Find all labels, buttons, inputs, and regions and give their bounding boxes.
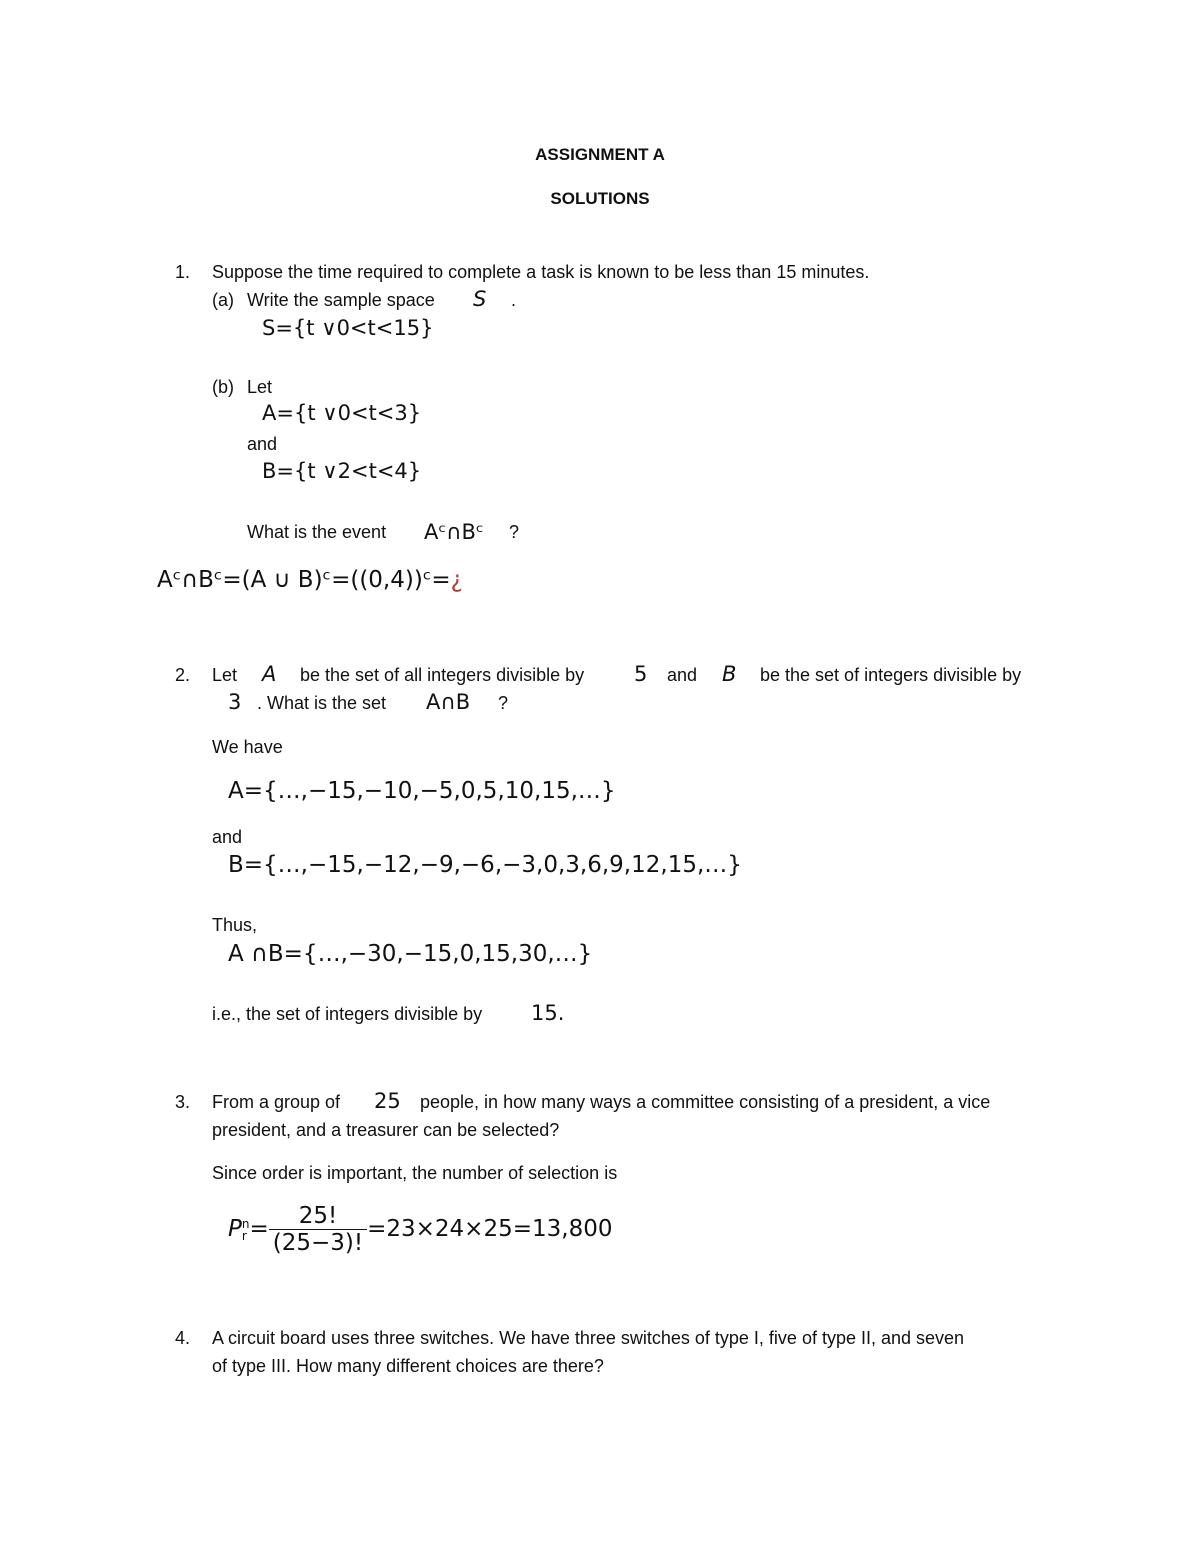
q2-set-a: A={…,−15,−10,−5,0,5,10,15,…} bbox=[228, 778, 616, 804]
q1b-text: Let bbox=[247, 377, 273, 397]
q2-three: 3 bbox=[228, 690, 242, 714]
q1b-and: and bbox=[247, 434, 278, 454]
q1a-symbol: S bbox=[473, 287, 487, 311]
q1b-question: What is the event bbox=[247, 522, 387, 542]
page-title: ASSIGNMENT A bbox=[535, 145, 665, 164]
q1b-label: (b) bbox=[212, 377, 234, 397]
q2-set-b: B={…,−15,−12,−9,−6,−3,0,3,6,9,12,15,…} bbox=[228, 852, 742, 878]
q3-formula-eq: = bbox=[249, 1216, 269, 1242]
q1a-answer: S={t ∨0<t<15} bbox=[262, 316, 434, 340]
q1b-set-a: A={t ∨0<t<3} bbox=[262, 401, 422, 425]
q3-text-2: people, in how many ways a committee consisting of a president, a vice bbox=[420, 1092, 991, 1112]
q3-formula bbox=[228, 1203, 612, 1256]
q2-fifteen: 15. bbox=[531, 1001, 565, 1025]
q3-formula-sub: r bbox=[241, 1228, 247, 1243]
q2-thus: Thus, bbox=[212, 915, 258, 935]
q3-since: Since order is important, the number of selection is bbox=[212, 1163, 618, 1183]
q4-text-2: of type III. How many different choices are there? bbox=[212, 1356, 604, 1376]
q3-number: 3. bbox=[175, 1092, 191, 1112]
q3-formula-result: =23×24×25=13,800 bbox=[367, 1216, 613, 1242]
q3-fraction-numerator: 25! bbox=[269, 1203, 367, 1230]
q3-text-3: president, and a treasurer can be selected? bbox=[212, 1120, 560, 1140]
q1a-end: . bbox=[511, 290, 517, 310]
q4-text-1: A circuit board uses three switches. We have three switches of type I, five of type II, and seven bbox=[212, 1328, 965, 1348]
q2-we-have: We have bbox=[212, 737, 283, 757]
q3-formula-sup: n bbox=[241, 1216, 250, 1231]
q1-number: 1. bbox=[175, 262, 191, 282]
q1b-set-b: B={t ∨2<t<4} bbox=[262, 459, 422, 483]
q2-five: 5 bbox=[634, 662, 648, 686]
q1a-label: (a) bbox=[212, 290, 234, 310]
q1a-text: Write the sample space bbox=[247, 290, 435, 310]
q1-text: Suppose the time required to complete a task is known to be less than 15 minutes. bbox=[212, 262, 870, 282]
q2-text-4: be the set of integers divisible by bbox=[760, 665, 1022, 685]
q2-symbol-b: B bbox=[722, 662, 737, 686]
q1b-question-end: ? bbox=[509, 522, 520, 542]
q3-fraction-denominator: (25−3)! bbox=[272, 1230, 364, 1256]
q1b-answer-tail: ¿ bbox=[450, 567, 463, 593]
q3-formula-p: P bbox=[228, 1216, 242, 1242]
q2-text-5: . What is the set bbox=[257, 693, 387, 713]
q2-text-3: and bbox=[667, 665, 698, 685]
q3-n: 25 bbox=[374, 1089, 401, 1113]
q2-intersection: A ∩B={…,−30,−15,0,15,30,…} bbox=[228, 941, 593, 967]
q2-question-end: ? bbox=[498, 693, 509, 713]
q2-and: and bbox=[212, 827, 243, 847]
q1b-answer bbox=[157, 567, 463, 593]
q2-ie: i.e., the set of integers divisible by bbox=[212, 1004, 483, 1024]
page-subtitle: SOLUTIONS bbox=[550, 189, 650, 208]
q1b-answer-main: Aᶜ∩Bᶜ=(A ∪ B)ᶜ=((0,4))ᶜ= bbox=[157, 567, 451, 593]
q2-number: 2. bbox=[175, 665, 191, 685]
q2-text-2: be the set of all integers divisible by bbox=[300, 665, 585, 685]
q2-symbol-a: A bbox=[262, 662, 277, 686]
q2-text-1: Let bbox=[212, 665, 238, 685]
q3-text-1: From a group of bbox=[212, 1092, 341, 1112]
q3-fraction bbox=[269, 1203, 367, 1256]
q1b-question-expr: Aᶜ∩Bᶜ bbox=[424, 520, 484, 544]
q4-number: 4. bbox=[175, 1328, 191, 1348]
q2-expr: A∩B bbox=[426, 690, 471, 714]
